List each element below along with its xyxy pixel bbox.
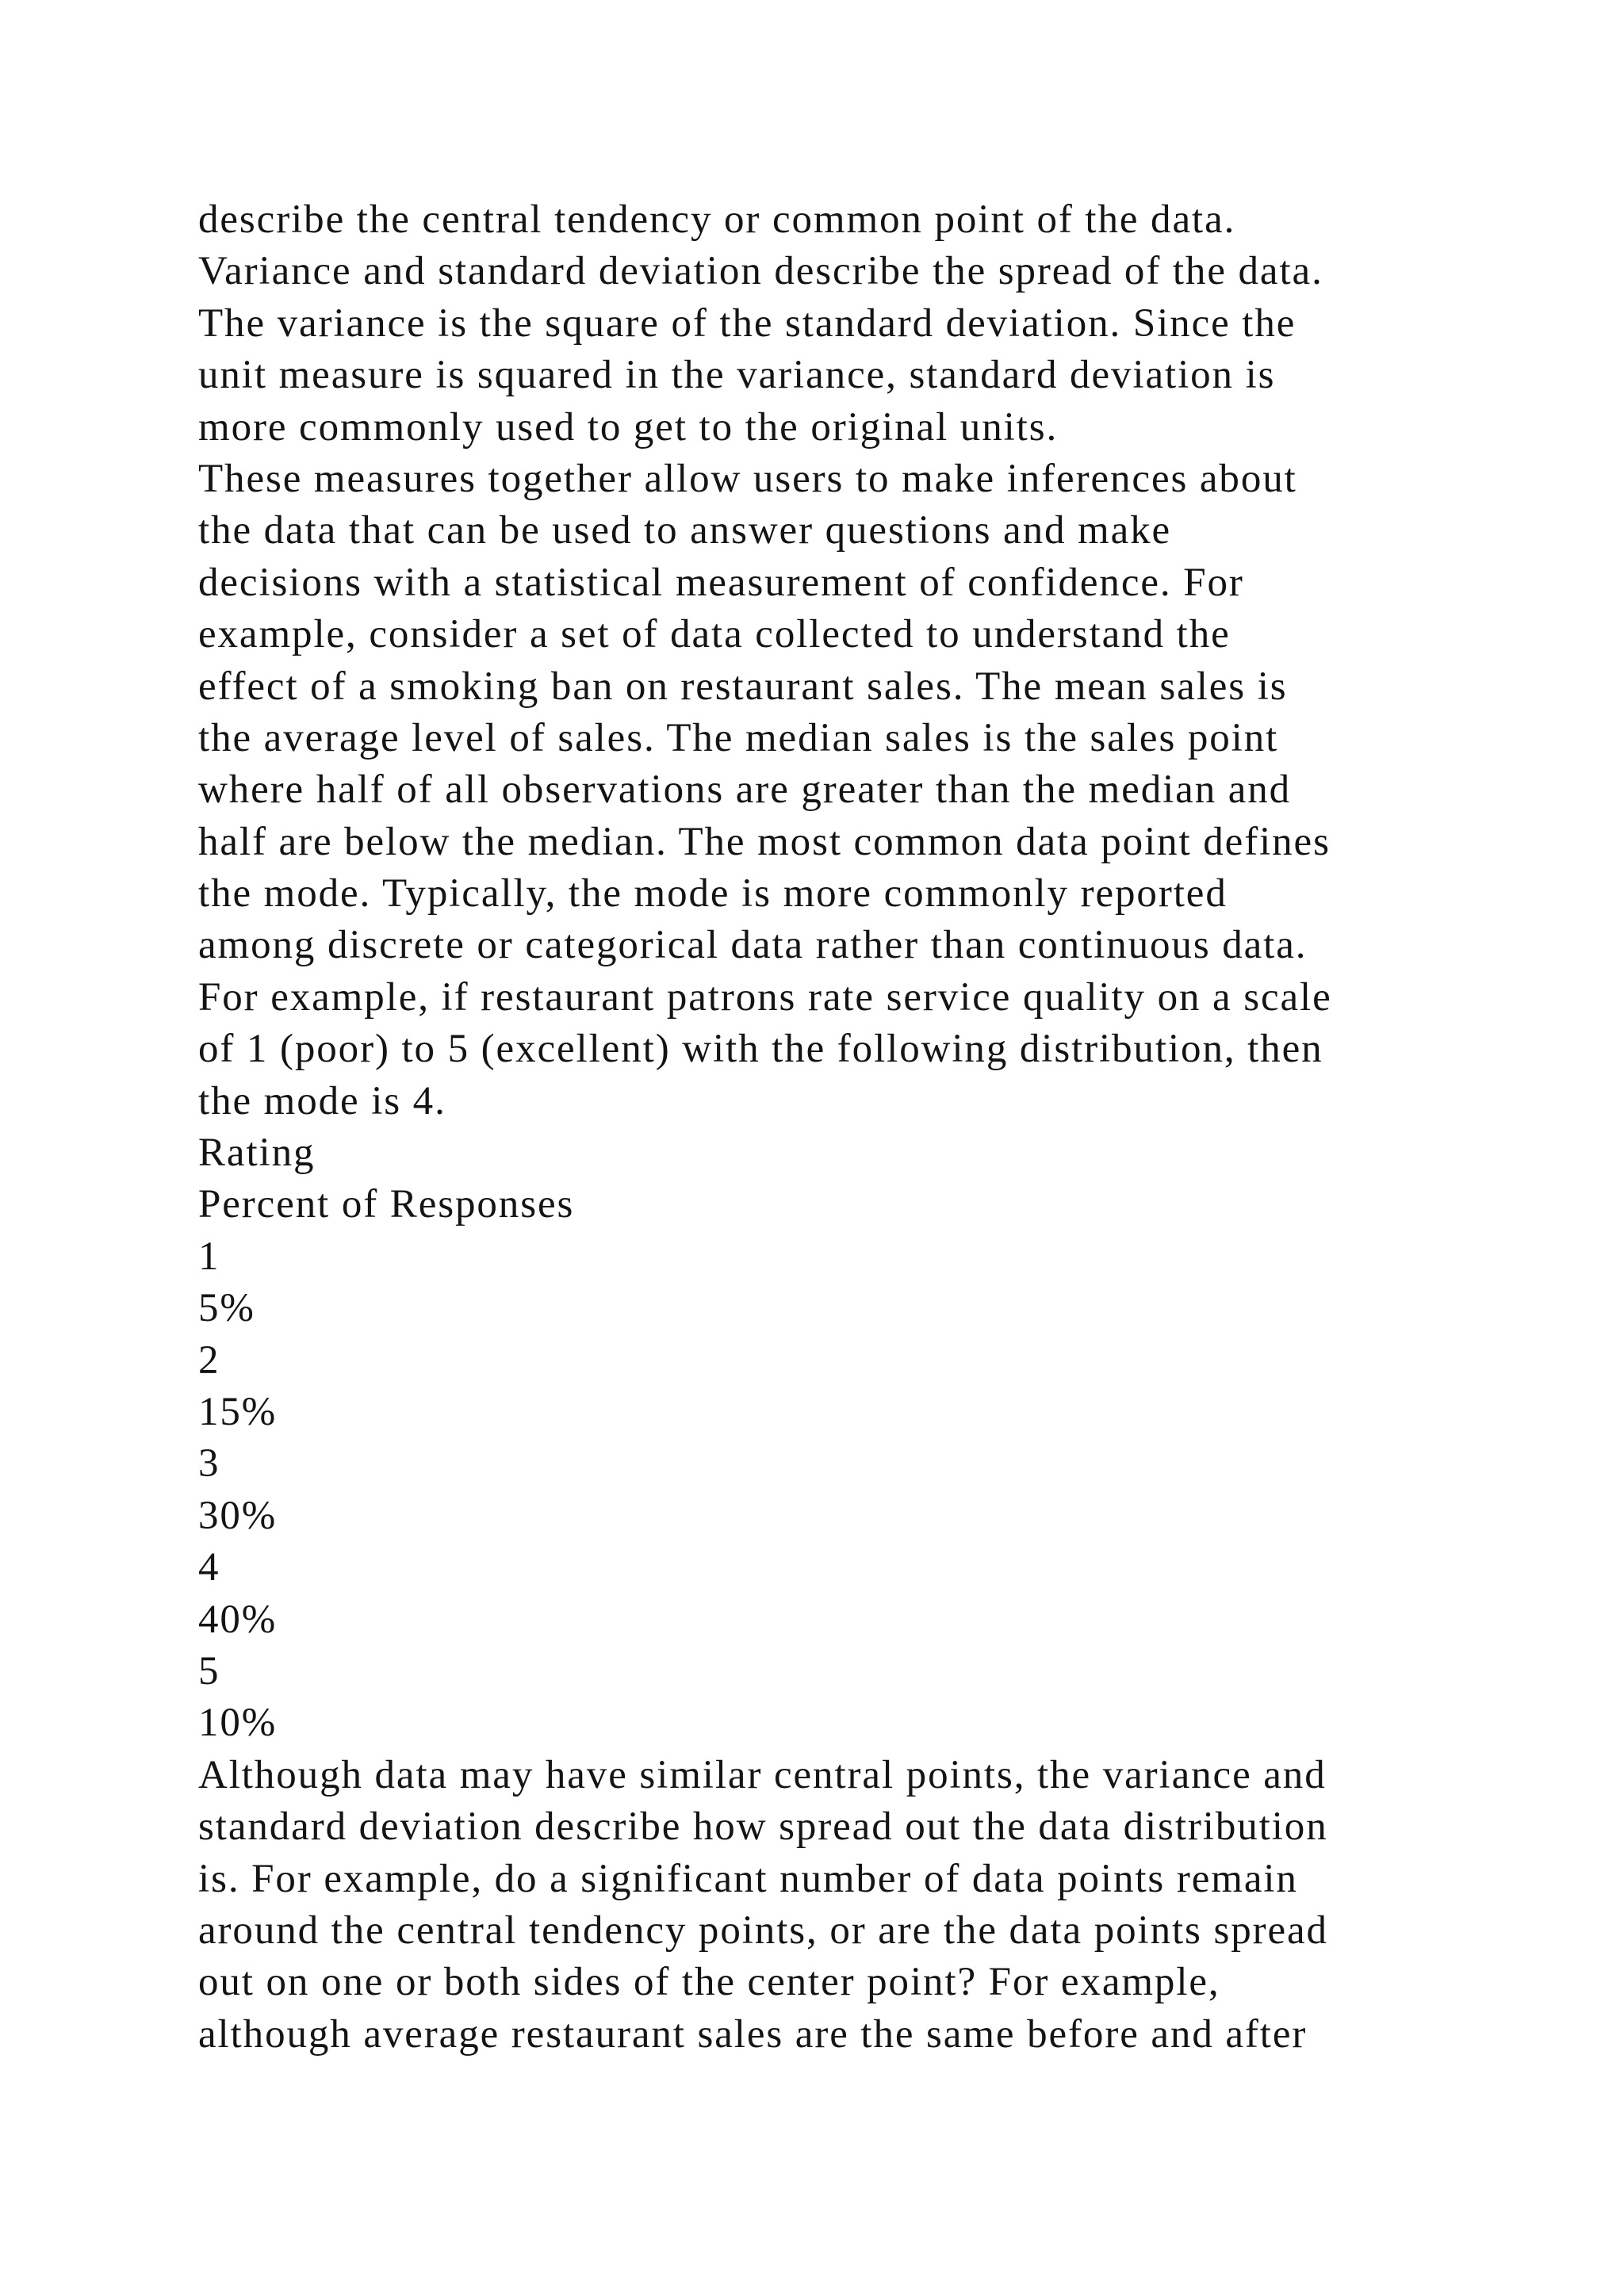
text-line: out on one or both sides of the center point? For example, bbox=[198, 1960, 1220, 2005]
text-line: more commonly used to get to the original units. bbox=[198, 404, 1059, 450]
text-line: unit measure is squared in the variance, standard deviation is bbox=[198, 353, 1276, 398]
table-cell-rating: 1 bbox=[198, 1234, 220, 1279]
text-line: although average restaurant sales are the same before and after bbox=[198, 2011, 1308, 2057]
table-cell-percent: 5% bbox=[198, 1286, 255, 1331]
table-cell-rating: 3 bbox=[198, 1441, 220, 1487]
document-body bbox=[198, 194, 1483, 2061]
text-line: around the central tendency points, or are the data points spread bbox=[198, 1908, 1328, 1953]
table-cell-rating: 2 bbox=[198, 1337, 220, 1383]
table-header-percent: Percent of Responses bbox=[198, 1182, 575, 1227]
text-line: the mode. Typically, the mode is more commonly reported bbox=[198, 871, 1228, 916]
text-line: where half of all observations are greater than the median and bbox=[198, 767, 1292, 813]
text-line: describe the central tendency or common point of the data. bbox=[198, 197, 1236, 242]
text-line: Although data may have similar central points, the variance and bbox=[198, 1752, 1327, 1797]
text-line: standard deviation describe how spread out the data distribution bbox=[198, 1804, 1328, 1850]
table-cell-percent: 10% bbox=[198, 1701, 278, 1746]
table-header-rating: Rating bbox=[198, 1131, 316, 1176]
text-line: among discrete or categorical data rather than continuous data. bbox=[198, 923, 1308, 968]
text-line: decisions with a statistical measurement of confidence. For bbox=[198, 560, 1244, 605]
text-line: of 1 (poor) to 5 (excellent) with the following distribution, then bbox=[198, 1027, 1323, 1072]
text-line: For example, if restaurant patrons rate service quality on a scale bbox=[198, 974, 1332, 1020]
text-line: The variance is the square of the standard deviation. Since the bbox=[198, 300, 1297, 346]
text-line: is. For example, do a significant number of data points remain bbox=[198, 1856, 1298, 1901]
table-cell-rating: 5 bbox=[198, 1648, 220, 1693]
table-cell-percent: 30% bbox=[198, 1493, 278, 1538]
text-line: example, consider a set of data collected to understand the bbox=[198, 612, 1231, 657]
table-cell-rating: 4 bbox=[198, 1545, 220, 1590]
text-line: effect of a smoking ban on restaurant sales. The mean sales is bbox=[198, 664, 1288, 709]
text-line: These measures together allow users to make inferences about bbox=[198, 456, 1297, 501]
text-line: the mode is 4. bbox=[198, 1078, 446, 1123]
text-line: half are below the median. The most common data point defines bbox=[198, 819, 1331, 864]
table-cell-percent: 40% bbox=[198, 1597, 278, 1642]
table-cell-percent: 15% bbox=[198, 1389, 278, 1434]
text-line: Variance and standard deviation describe the spread of the data. bbox=[198, 249, 1323, 294]
text-line: the average level of sales. The median sales is the sales point bbox=[198, 715, 1279, 760]
text-line: the data that can be used to answer questions and make bbox=[198, 508, 1172, 553]
